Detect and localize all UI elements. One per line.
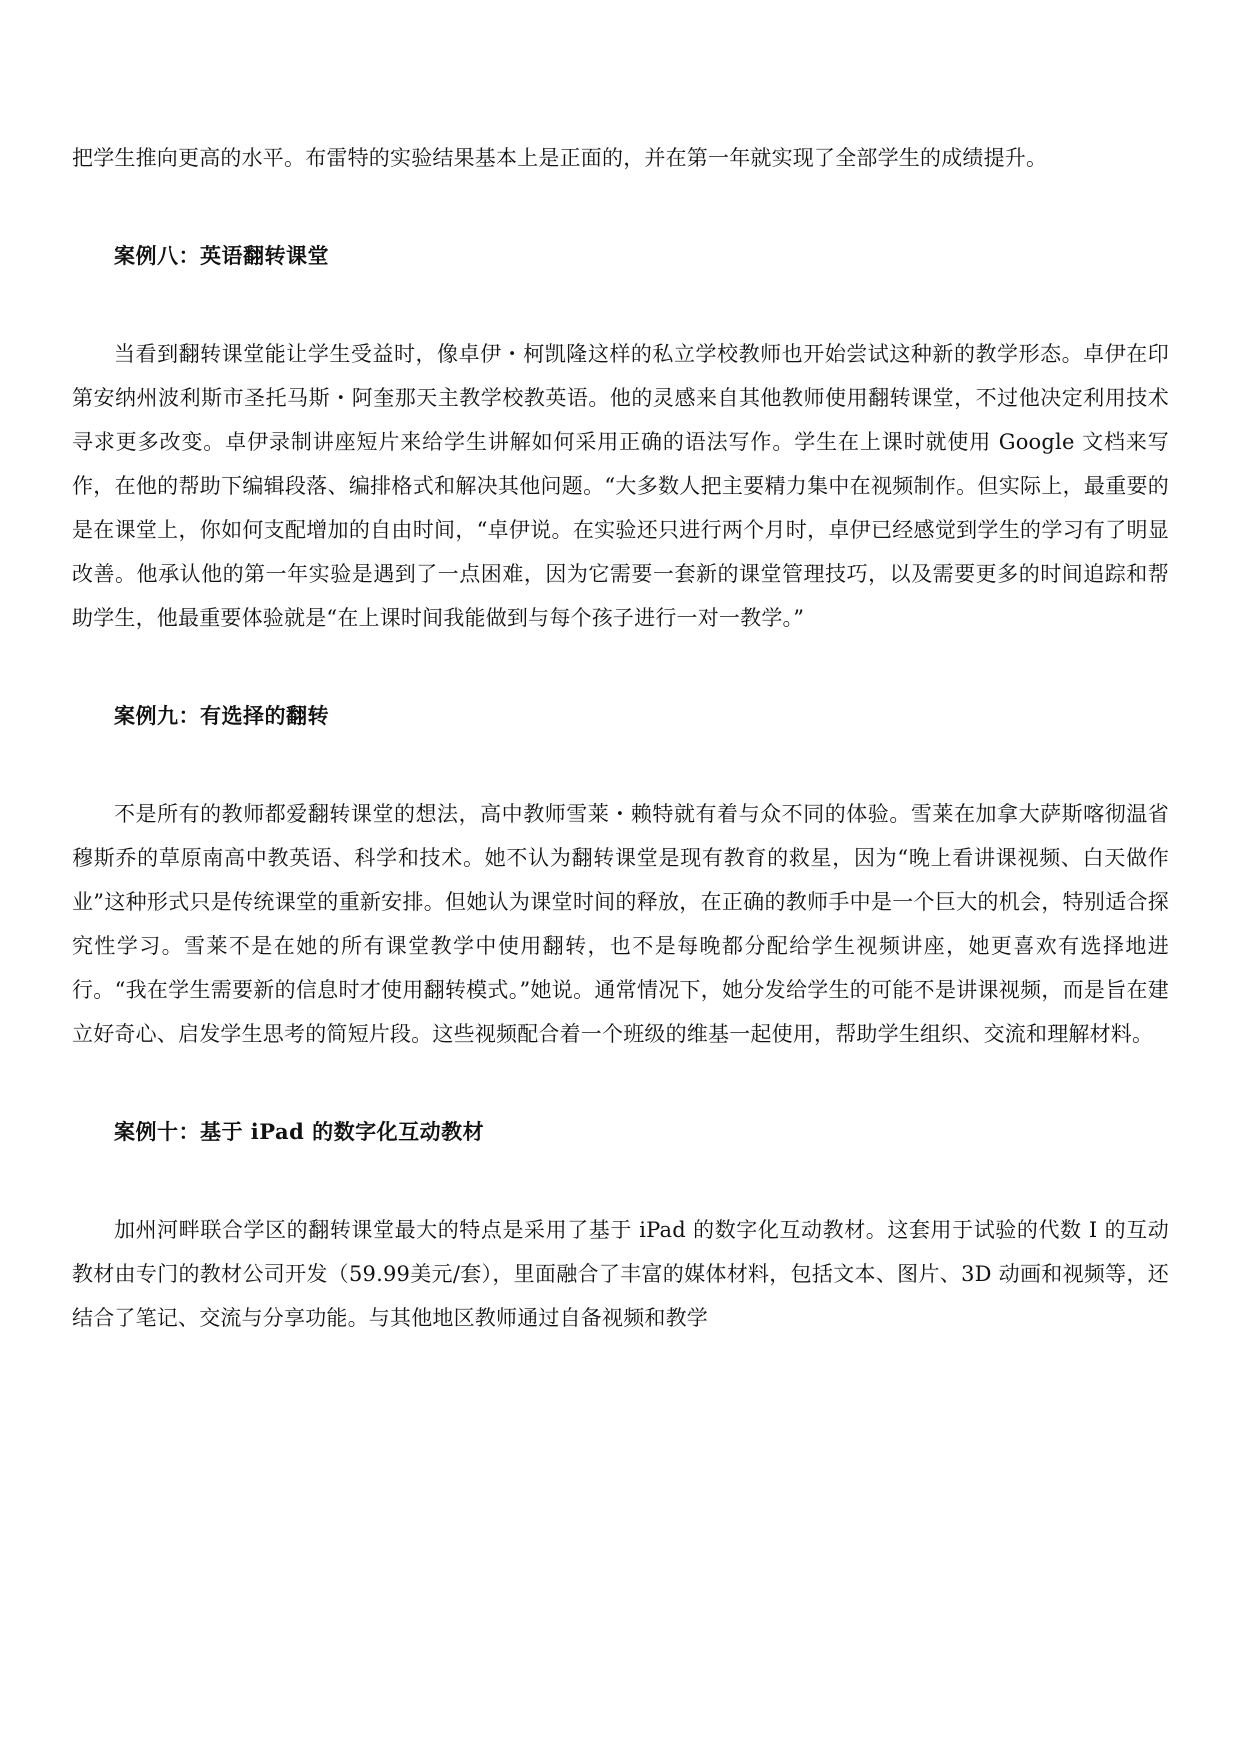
section-heading-case-8: 案例八：英语翻转课堂 <box>114 243 329 268</box>
section-heading-case-10: 案例十：基于 iPad 的数字化互动教材 <box>114 1119 485 1144</box>
intro-paragraph: 把学生推向更高的水平。布雷特的实验结果基本上是正面的，并在第一年就实现了全部学生的成绩提升。 <box>72 146 1048 170</box>
section-heading-case-9: 案例九：有选择的翻转 <box>114 703 329 728</box>
section-body-case-10: 加州河畔联合学区的翻转课堂最大的特点是采用了基于 iPad 的数字化互动教材。这套用于试验的代数 I 的互动教材由专门的教材公司开发（59.99美元/套），里面融合了丰富的媒体材料，包括文本、图片、3D 动画和视频等，还结合了笔记、交流与分享功能。与其他地区教师通过自备视频和教学 <box>72 1218 1169 1330</box>
section-body-case-9: 不是所有的教师都爱翻转课堂的想法，高中教师雪莱・赖特就有着与众不同的体验。雪莱在加拿大萨斯喀彻温省穆斯乔的草原南高中教英语、科学和技术。她不认为翻转课堂是现有教育的救星，因为“晚上看讲课视频、白天做作业”这种形式只是传统课堂的重新安排。但她认为课堂时间的释放，在正确的教师手中是一个巨大的机会，特别适合探究性学习。雪莱不是在她的所有课堂教学中使用翻转，也不是每晚都分配给学生视频讲座，她更喜欢有选择地进行。“我在学生需要新的信息时才使用翻转模式。”她说。通常情况下，她分发给学生的可能不是讲课视频，而是旨在建立好奇心、启发学生思考的简短片段。这些视频配合着一个班级的维基一起使用，帮助学生组织、交流和理解材料。 <box>72 802 1169 1046</box>
section-body-case-8: 当看到翻转课堂能让学生受益时，像卓伊・柯凯隆这样的私立学校教师也开始尝试这种新的教学形态。卓伊在印第安纳州波利斯市圣托马斯・阿奎那天主教学校教英语。他的灵感来自其他教师使用翻转课堂，不过他决定利用技术寻求更多改变。卓伊录制讲座短片来给学生讲解如何采用正确的语法写作。学生在上课时就使用 Google 文档来写作，在他的帮助下编辑段落、编排格式和解决其他问题。“大多数人把主要精力集中在视频制作。但实际上，最重要的是在课堂上，你如何支配增加的自由时间，“卓伊说。在实验还只进行两个月时，卓伊已经感觉到学生的学习有了明显改善。他承认他的第一年实验是遇到了一点困难，因为它需要一套新的课堂管理技巧，以及需要更多的时间追踪和帮助学生，他最重要体验就是“在上课时间我能做到与每个孩子进行一对一教学。” <box>72 342 1169 630</box>
document-content <box>72 136 1169 1340</box>
